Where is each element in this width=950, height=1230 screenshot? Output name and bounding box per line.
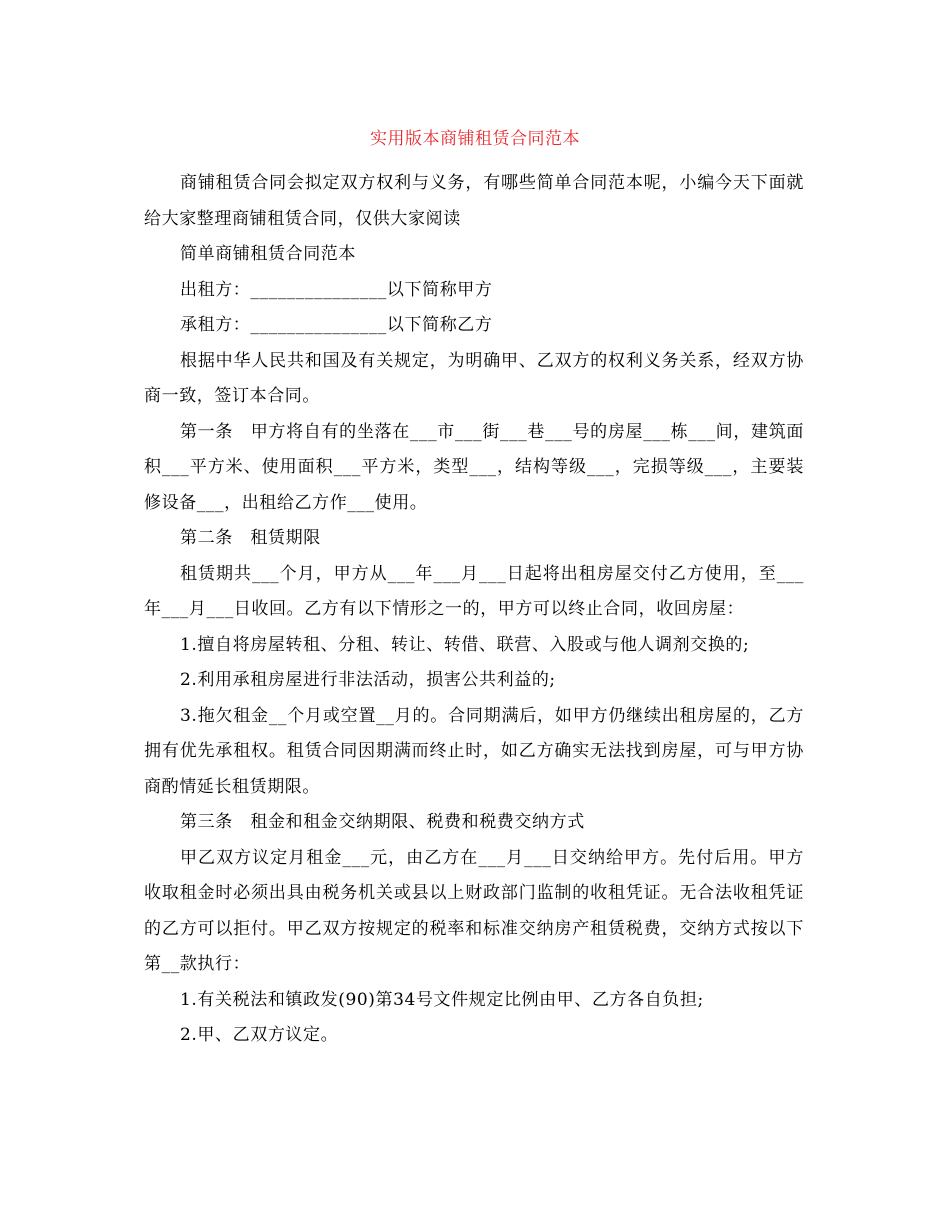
document-body: [144, 166, 804, 1054]
document-title: 实用版本商铺租赁合同范本: [370, 129, 580, 149]
paragraph-intro: 商铺租赁合同会拟定双方权利与义务，有哪些简单合同范本呢，小编今天下面就给大家整理商铺租赁合同，仅供大家阅读: [144, 173, 804, 229]
paragraph-tax-item-2: 2.甲、乙双方议定。: [180, 1025, 339, 1045]
paragraph-preamble: 根据中华人民共和国及有关规定，为明确甲、乙双方的权利义务关系，经双方协商一致，签订本合同。: [144, 350, 804, 406]
paragraph-lessee: 承租方：_______________以下简称乙方: [180, 315, 493, 335]
paragraph-article-3-heading: 第三条 租金和租金交纳期限、税费和税费交纳方式: [180, 812, 585, 832]
paragraph-lease-term: 租赁期共___个月，甲方从___年___月___日起将出租房屋交付乙方使用，至___年___月___日收回。乙方有以下情形之一的，甲方可以终止合同，收回房屋：: [144, 563, 804, 619]
paragraph-tax-item-1: 1.有关税法和镇政发(90)第34号文件规定比例由甲、乙方各自负担;: [180, 989, 704, 1010]
paragraph-item-2: 2.利用承租房屋进行非法活动，损害公共利益的;: [180, 670, 556, 690]
paragraph-heading: 简单商铺租赁合同范本: [180, 244, 356, 264]
paragraph-item-1: 1.擅自将房屋转租、分租、转让、转借、联营、入股或与他人调剂交换的;: [180, 634, 750, 655]
paragraph-rent: 甲乙双方议定月租金___元，由乙方在___月___日交纳给甲方。先付后用。甲方收取租金时必须出具由税务机关或县以上财政部门监制的收租凭证。无合法收租凭证的乙方可以拒付。甲乙双方按规定的税率和标准交纳房产租赁税费，交纳方式按以下第__款执行：: [144, 847, 804, 974]
paragraph-item-3: 3.拖欠租金__个月或空置__月的。合同期满后，如甲方仍继续出租房屋的，乙方拥有优先承租权。租赁合同因期满而终止时，如乙方确实无法找到房屋，可与甲方协商酌情延长租赁期限。: [144, 705, 804, 797]
paragraph-lessor: 出租方：_______________以下简称甲方: [180, 279, 493, 300]
paragraph-article-2-heading: 第二条 租赁期限: [180, 528, 321, 548]
paragraph-article-1: 第一条 甲方将自有的坐落在___市___街___巷___号的房屋___栋___间，建筑面积___平方米、使用面积___平方米，类型___，结构等级___，完损等级___，主要装修设备___，出租给乙方作___使用。: [144, 421, 804, 513]
